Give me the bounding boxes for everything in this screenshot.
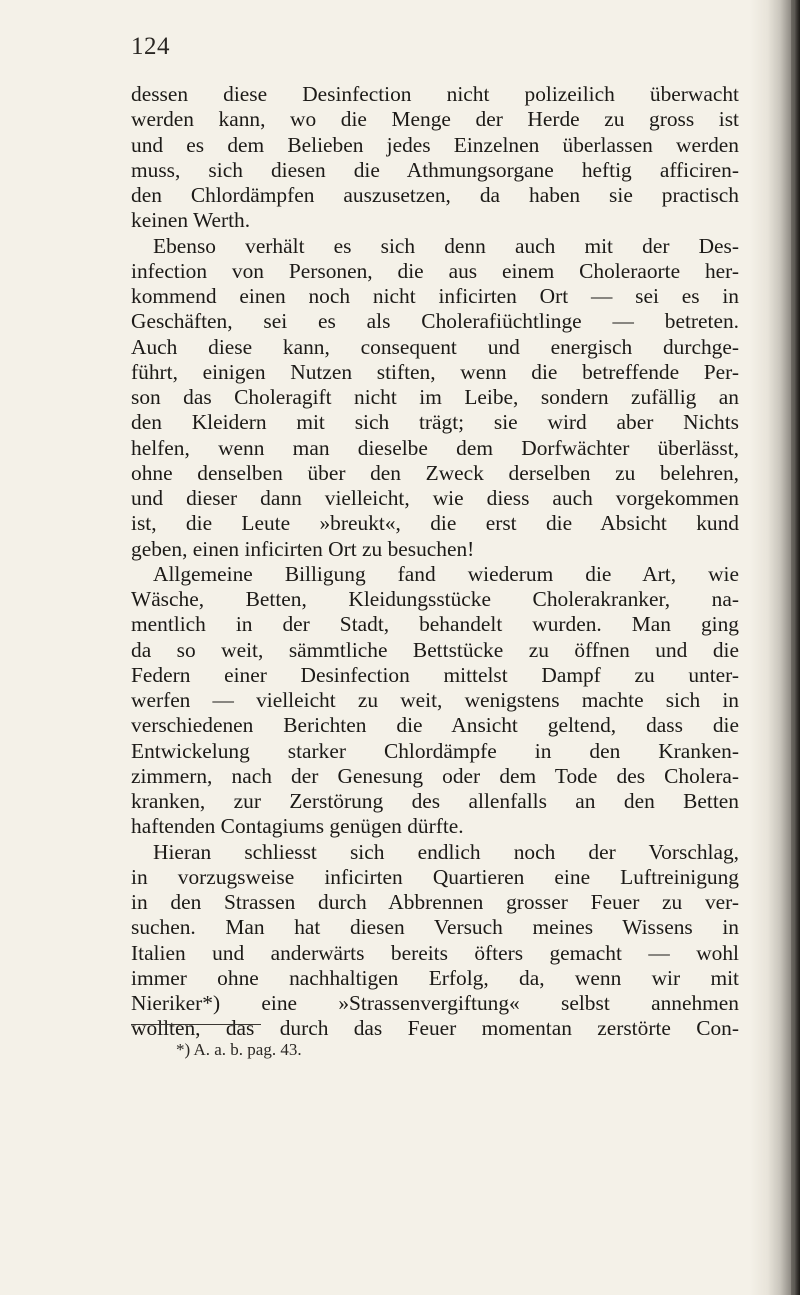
text-line: werfen — vielleicht zu weit, wenigstens machte sich in: [131, 688, 739, 712]
text-line: Entwickelung starker Chlordämpfe in den Kranken-: [131, 738, 739, 763]
text-line: und dieser dann vielleicht, wie diess auch vorgekommen: [131, 486, 739, 510]
text-line: werden kann, wo die Menge der Herde zu gross ist: [131, 107, 739, 132]
text-line: infection von Personen, die aus einem Choleraorte her-: [131, 258, 739, 283]
text-line: helfen, wenn man dieselbe dem Dorfwächter überlässt,: [131, 435, 739, 460]
text-line: kranken, zur Zerstörung des allenfalls an den Betten: [131, 789, 739, 813]
text-line: Federn einer Desinfection mittelst Dampf zu unter-: [131, 662, 739, 687]
text-line: son das Choleragift nicht im Leibe, sondern zufällig an: [131, 385, 739, 409]
text-line: und es dem Belieben jedes Einzelnen überlassen werden: [131, 132, 739, 157]
text-line: ist, die Leute »breukt«, die erst die Absicht kund: [131, 511, 739, 536]
text-line: da so weit, sämmtliche Bettstücke zu öffnen und die: [131, 637, 739, 662]
text-line: kommend einen noch nicht inficirten Ort — sei es in: [131, 284, 739, 308]
text-line: dessen diese Desinfection nicht polizeilich überwacht: [131, 82, 739, 106]
text-line: Wäsche, Betten, Kleidungsstücke Cholerakranker, na-: [131, 587, 739, 611]
text-line: Auch diese kann, consequent und energisch durchge-: [131, 334, 739, 359]
page-number: 124: [131, 33, 170, 60]
text-line: Hieran schliesst sich endlich noch der Vorschlag,: [153, 839, 739, 864]
text-line: den Chlordämpfen auszusetzen, da haben sie practisch: [131, 183, 739, 207]
text-line: Nieriker*) eine »Strassenvergiftung« selbst annehmen: [131, 991, 739, 1015]
text-line: immer ohne nachhaltigen Erfolg, da, wenn wir mit: [131, 965, 739, 990]
text-line: den Kleidern mit sich trägt; sie wird aber Nichts: [131, 410, 739, 435]
text-line: mentlich in der Stadt, behandelt wurden. Man ging: [131, 612, 739, 637]
binding-edge-stripe: [791, 0, 794, 1295]
text-line: Allgemeine Billigung fand wiederum die Art, wie: [153, 561, 739, 586]
body-text: [131, 82, 739, 1042]
text-line: führt, einigen Nutzen stiften, wenn die betreffende Per-: [131, 359, 739, 384]
text-line: in vorzugsweise inficirten Quartieren eine Luftreinigung: [131, 864, 739, 889]
text-line: zimmern, nach der Genesung oder dem Tode des Cholera-: [131, 763, 739, 788]
text-line: muss, sich diesen die Athmungsorgane heftig afficiren-: [131, 157, 739, 182]
text-line: suchen. Man hat diesen Versuch meines Wissens in: [131, 915, 739, 940]
text-line: in den Strassen durch Abbrennen grosser Feuer zu ver-: [131, 890, 739, 914]
text-line: geben, einen inficirten Ort zu besuchen!: [131, 536, 475, 561]
text-line: ohne denselben über den Zweck derselben zu belehren,: [131, 460, 739, 485]
text-line: keinen Werth.: [131, 208, 251, 233]
text-line: wollten, das durch das Feuer momentan zerstörte Con-: [131, 1016, 739, 1041]
text-line: haftenden Contagiums genügen dürfte.: [131, 814, 464, 839]
text-line: verschiedenen Berichten die Ansicht geltend, dass die: [131, 713, 739, 738]
text-line: Geschäften, sei es als Cholerafiüchtlinge — betreten.: [131, 309, 739, 334]
footnote: *) A. a. b. pag. 43.: [176, 1040, 302, 1059]
text-line: Ebenso verhält es sich denn auch mit der Des-: [153, 233, 739, 258]
footnote-divider: [131, 1024, 261, 1025]
text-line: Italien und anderwärts bereits öfters gemacht — wohl: [131, 940, 739, 965]
